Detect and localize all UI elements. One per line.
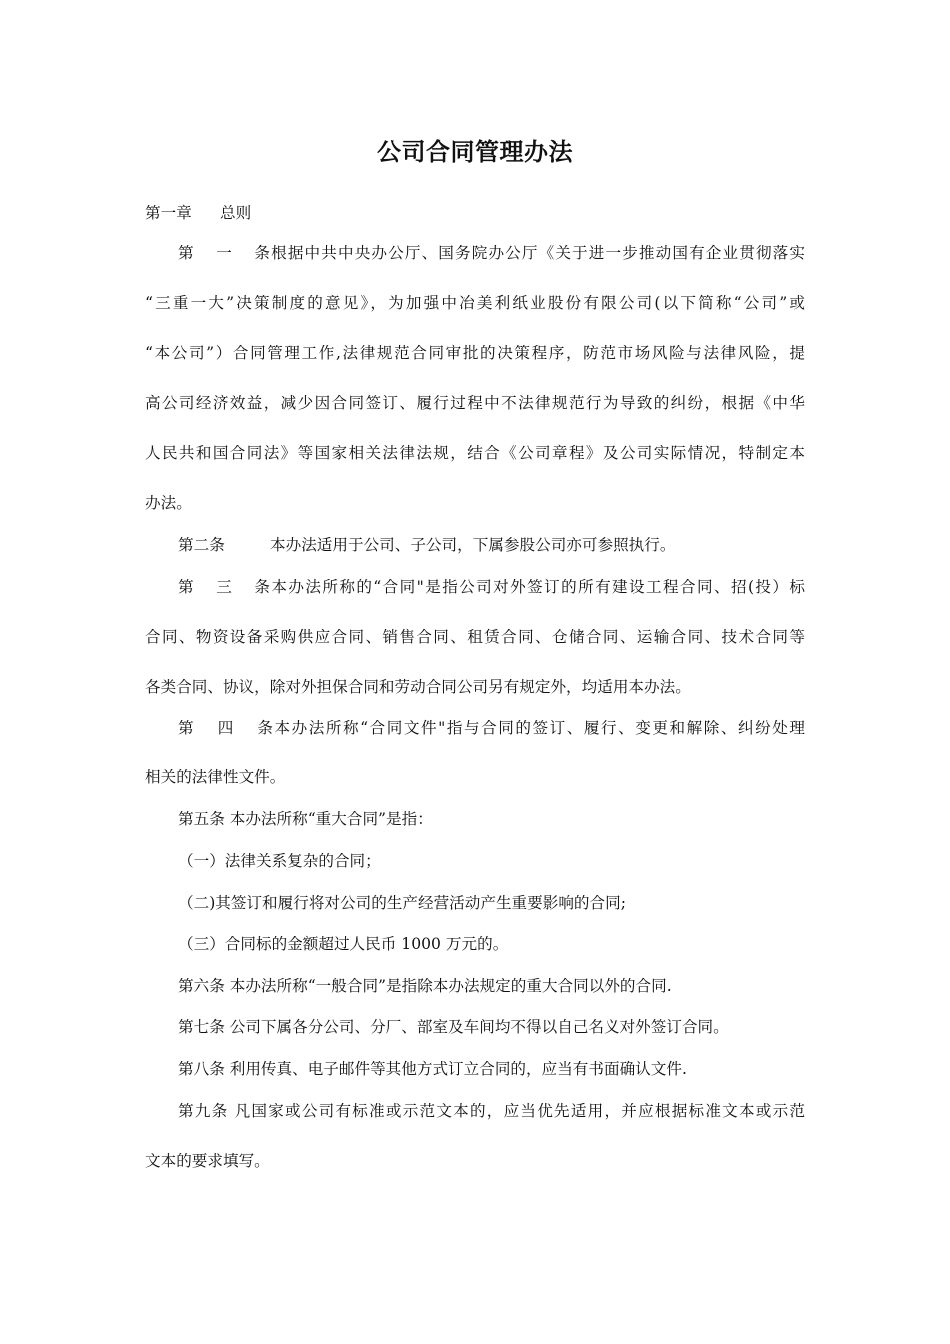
article-3-line-2: 合同、物资设备采购供应合同、销售合同、租赁合同、仓储合同、运输合同、技术合同等 bbox=[145, 628, 805, 646]
article-1-line-6: 办法。 bbox=[145, 494, 192, 512]
article-3-line-1 bbox=[178, 576, 805, 598]
article-9-line-1: 第九条 凡国家或公司有标准或示范文本的，应当优先适用，并应根据标准文本或示范 bbox=[178, 1102, 805, 1120]
article-1-line-5: 人民共和国合同法》等国家相关法律法规，结合《公司章程》及公司实际情况，特制定本 bbox=[145, 444, 805, 462]
article-2 bbox=[178, 534, 805, 556]
article-5-item-3: （三）合同标的金额超过人民币 1000 万元的。 bbox=[178, 935, 509, 953]
chapter-heading bbox=[145, 202, 805, 224]
article-1-line-2: “三重一大”决策制度的意见》，为加强中冶美利纸业股份有限公司(以下简称“公司”或 bbox=[145, 294, 805, 312]
article-2-label: 第二条 bbox=[178, 536, 225, 554]
chapter-name: 总则 bbox=[220, 204, 252, 222]
article-1-line-4: 高公司经济效益，减少因合同签订、履行过程中不法律规范行为导致的纠纷，根据《中华 bbox=[145, 394, 805, 412]
article-1-line-1 bbox=[178, 242, 805, 264]
article-4-text: 本办法所称“合同文件"指与合同的签订、履行、变更和解除、纠纷处理 bbox=[273, 719, 805, 737]
article-4-label: 第四条 bbox=[178, 719, 273, 737]
article-4-line-2: 相关的法律性文件。 bbox=[145, 768, 286, 786]
article-5-item-1: （一）法律关系复杂的合同； bbox=[178, 852, 381, 870]
article-6: 第六条 本办法所称“一般合同”是指除本办法规定的重大合同以外的合同. bbox=[178, 977, 672, 995]
chapter-label: 第一章 bbox=[145, 204, 192, 222]
article-9-line-2: 文本的要求填写。 bbox=[145, 1152, 270, 1170]
article-7: 第七条 公司下属各分公司、分厂、部室及车间均不得以自己名义对外签订合同。 bbox=[178, 1018, 729, 1036]
document-title: 公司合同管理办法 bbox=[377, 138, 573, 166]
article-3-label: 第三条 bbox=[178, 578, 270, 596]
article-5: 第五条 本办法所称“重大合同”是指： bbox=[178, 810, 433, 828]
article-1-line-3: “本公司”）合同管理工作,法律规范合同审批的决策程序，防范市场风险与法律风险，提 bbox=[145, 344, 805, 362]
article-5-item-2: （二)其签订和履行将对公司的生产经营活动产生重要影响的合同; bbox=[178, 894, 626, 912]
article-8: 第八条 利用传真、电子邮件等其他方式订立合同的，应当有书面确认文件. bbox=[178, 1060, 687, 1078]
article-1-text: 根据中共中央办公厅、国务院办公厅《关于进一步推动国有企业贯彻落实 bbox=[270, 244, 805, 262]
article-2-text: 本办法适用于公司、子公司，下属参股公司亦可参照执行。 bbox=[270, 536, 676, 554]
article-3-text: 本办法所称的“合同"是指公司对外签订的所有建设工程合同、招(投）标 bbox=[270, 578, 805, 596]
article-1-label: 第一条 bbox=[178, 244, 270, 262]
article-3-line-3: 各类合同、协议，除对外担保合同和劳动合同公司另有规定外，均适用本办法。 bbox=[145, 678, 691, 696]
article-4-line-1 bbox=[178, 717, 805, 739]
